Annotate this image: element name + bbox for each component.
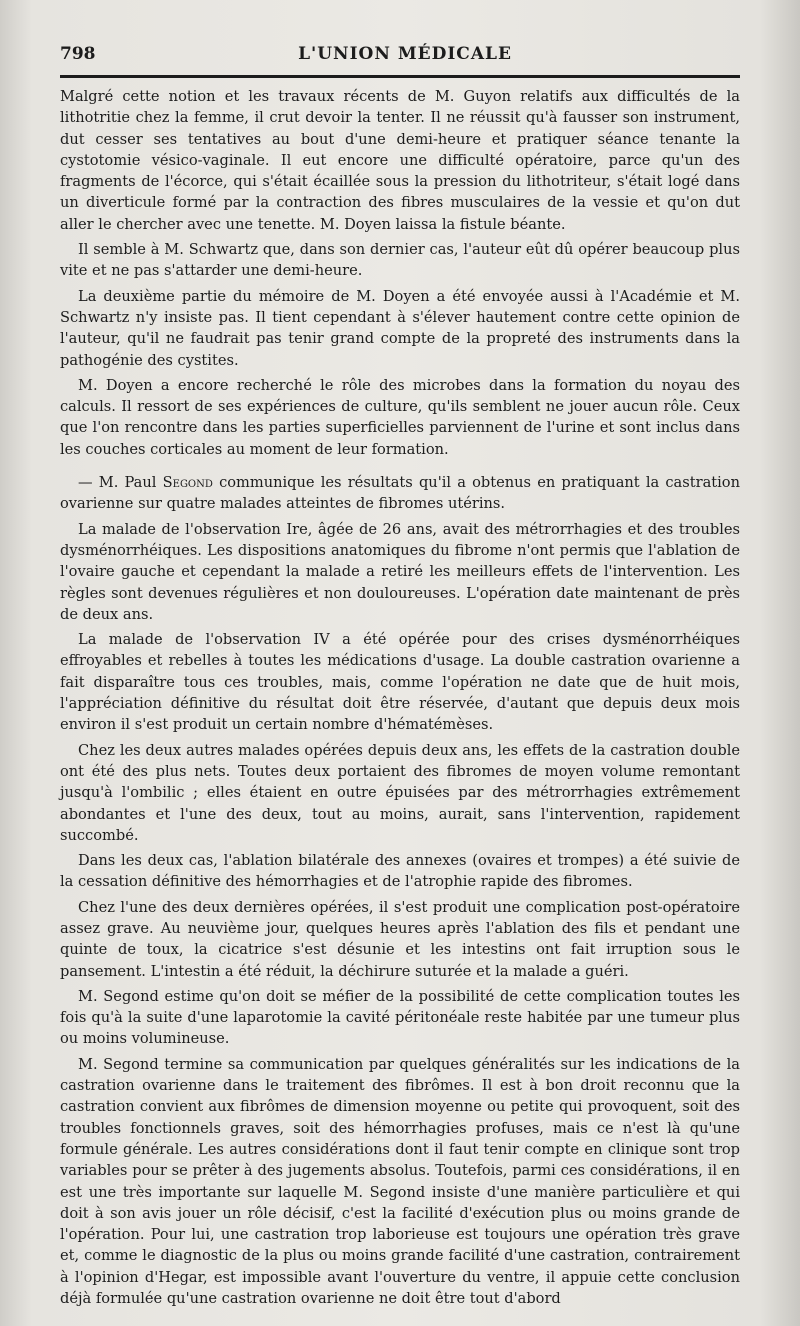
header-rule xyxy=(60,75,740,78)
paragraph-5 xyxy=(60,472,740,515)
paragraph-6: La malade de l'observation Ire, âgée de 26 ans, avait des métrorrhagies et des troubles dysménorrhéiques. Les dispositions anatomiques du fibrome n'ont permis que l'ablation de l'ovaire gauche et cependant la malade a retiré les meilleurs effets de l'intervention. Les règles sont devenues régulières et non douloureuses. L'opération date maintenant de près de deux ans. xyxy=(60,520,740,623)
paragraph-12: M. Segond termine sa communication par quelques généralités sur les indications de la castration ovarienne dans le traitement des fibrômes. Il est à bon droit reconnu que la castration convient aux fibrômes de dimension moyenne ou petite qui provoquent, soit des troubles fonctionnels graves, soit des hémorrhagies profuses, mais ce n'est là qu'une formule générale. Les autres considérations dont il faut tenir compte en clinique sont trop variables pour se prêter à des jugements absolus. Toutefois, parmi ces considérations, il en est une très importante sur laquelle M. Segond insiste d'une manière particulière et qui doit à son avis jouer un rôle décisif, c'est la facilité d'exécution plus ou moins grande de l'opération. Pour lui, une castration trop laborieuse est toujours une opération très grave et, comme le diagnostic de la plus ou moins grande facilité d'une castration, contrairement à l'opinion d'Hegar, est impossible avant l'ouverture du ventre, il appuie cette conclusion déjà formulée qu'une castration ovarienne ne doit être tout d'abord xyxy=(60,1055,740,1308)
paragraph-5-lead: — M. Paul xyxy=(78,474,163,492)
paragraph-11: M. Segond estime qu'on doit se méfier de la possibilité de cette complication toutes les fois qu'à la suite d'une laparotomie la cavité péritonéale reste habitée par une tumeur plus ou moins volumineuse. xyxy=(60,987,740,1048)
page-number: 798 xyxy=(60,44,96,64)
article-body xyxy=(60,86,740,1313)
paragraph-9: Dans les deux cas, l'ablation bilatérale des annexes (ovaires et trompes) a été suivie de la cessation définitive des hémorrhagies et de l'atrophie rapide des fibromes. xyxy=(60,852,740,891)
paragraph-5-text: communique les résultats qu'il a obtenus en pratiquant la castration ovarienne sur quatre malades atteintes de fibromes utérins. xyxy=(60,474,740,513)
paragraph-8: Chez les deux autres malades opérées depuis deux ans, les effets de la castration double ont été des plus nets. Toutes deux portaient des fibromes de moyen volume remontant jusqu'à l'ombilic ; elles étaient en outre épuisées par des métrorrhagies extrêmement abondantes et l'une des deux, tout au moins, aurait, sans l'intervention, rapidement succombé. xyxy=(60,741,740,844)
page-header xyxy=(60,40,750,70)
paragraph-3: La deuxième partie du mémoire de M. Doyen a été envoyée aussi à l'Académie et M. Schwartz n'y insiste pas. Il tient cependant à s'élever hautement contre cette opinion de l'auteur, qu'il ne faudrait pas tenir grand compte de la propreté des instruments dans la pathogénie des cystites. xyxy=(60,287,740,369)
paragraph-7: La malade de l'observation IV a été opérée pour des crises dysménorrhéiques effroyables et rebelles à toutes les médications d'usage. La double castration ovarienne a fait disparaître tous ces troubles, mais, comme l'opération ne date que de huit mois, l'appréciation définitive du résultat doit être réservée, d'autant que depuis deux mois environ il s'est produit un certain nombre d'hématémèses. xyxy=(60,631,740,734)
paragraph-1: Malgré cette notion et les travaux récents de M. Guyon relatifs aux difficultés de la lithotritie chez la femme, il crut devoir la tenter. Il ne réussit qu'à fausser son instrument, dut cesser ses tentatives au bout d'une demi-heure et pratiquer séance tenante la cystotomie vésico-vaginale. Il eut encore une difficulté opératoire, parce qu'un des fragments de l'écorce, qui s'était écaillée sous la pression du lithotriteur, s'était logé dans un diverticule formé par la contraction des fibres musculaires de la vessie et qu'on dut aller le chercher avec une tenette. M. Doyen laissa la fistule béante. xyxy=(60,88,740,233)
paragraph-10: Chez l'une des deux dernières opérées, il s'est produit une complication post-opératoire assez grave. Au neuvième jour, quelques heures après l'ablation des fils et pendant une quinte de toux, la cicatrice s'est désunie et les intestins ont fait irruption sous le pansement. L'intestin a été réduit, la déchirure suturée et la malade a guéri. xyxy=(60,898,740,980)
running-title: L'UNION MÉDICALE xyxy=(298,44,512,64)
paragraph-4: M. Doyen a encore recherché le rôle des microbes dans la formation du noyau des calculs. Il ressort de ses expériences de culture, qu'ils semblent ne jouer aucun rôle. Ceux que l'on rencontre dans les parties superficielles parviennent de l'urine et sont inclus dans les couches corticales au moment de leur formation. xyxy=(60,376,740,458)
author-name: Segond xyxy=(162,474,213,492)
paragraph-2: Il semble à M. Schwartz que, dans son dernier cas, l'auteur eût dû opérer beaucoup plus vite et ne pas s'attarder une demi-heure. xyxy=(60,241,740,280)
